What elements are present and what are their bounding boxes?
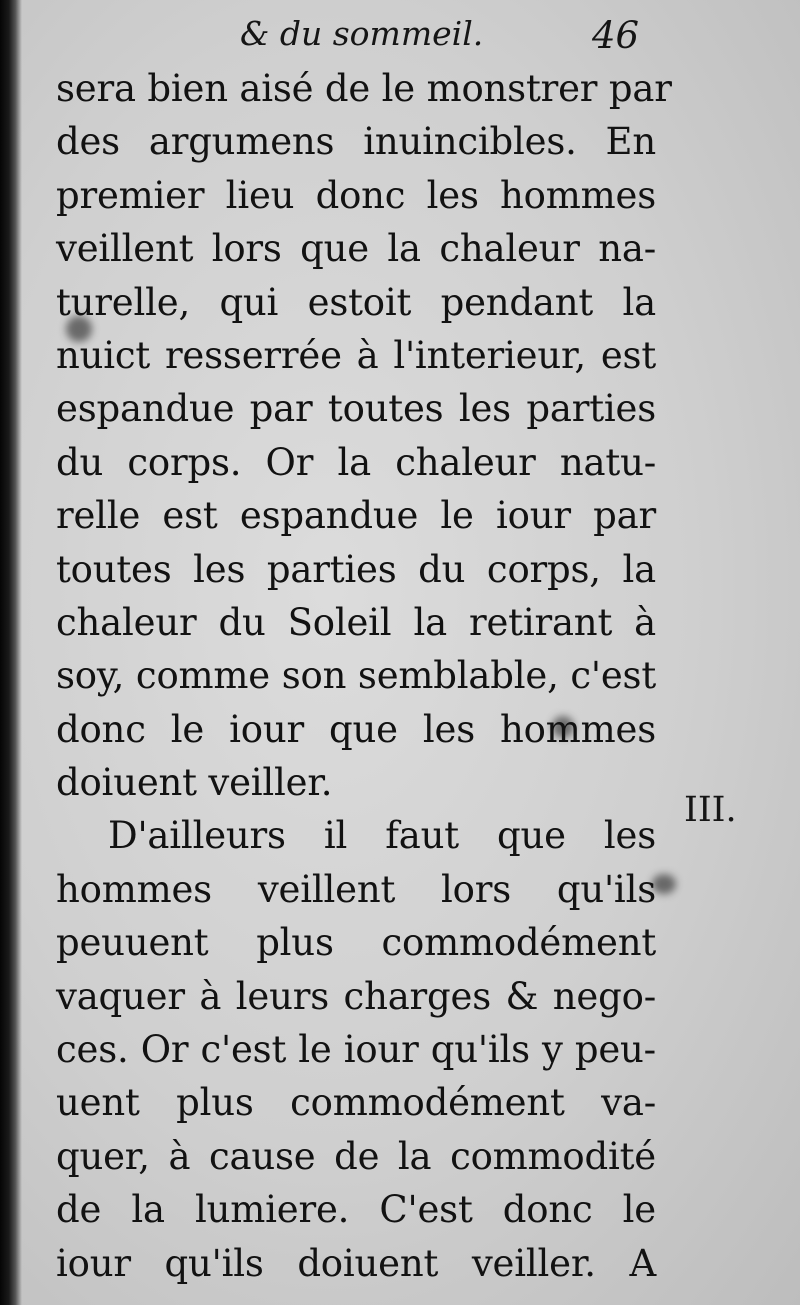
text-line: quer, à cause de la commodité xyxy=(56,1134,656,1178)
binding-shadow xyxy=(0,0,22,1305)
text-line: veillent lors que la chaleur na- xyxy=(56,227,656,271)
text-line: hommes veillent lors qu'ils xyxy=(56,867,656,911)
margin-note: III. xyxy=(684,790,737,830)
running-title: & du sommeil. xyxy=(240,14,484,53)
text-line: premier lieu donc les hommes xyxy=(56,173,656,217)
text-line: vaquer à leurs charges & nego- xyxy=(56,974,656,1018)
text-line: de la lumiere. C'est donc le xyxy=(56,1188,656,1232)
text-line: iour qu'ils doiuent veiller. A xyxy=(56,1241,656,1285)
text-line: ces. Or c'est le iour qu'ils y peu- xyxy=(56,1028,656,1072)
text-line: turelle, qui estoit pendant la xyxy=(56,280,656,324)
text-line: espandue par toutes les parties xyxy=(56,387,656,431)
text-line: doiuent veiller. xyxy=(56,761,333,805)
paragraph-start-line: D'ailleurs il faut que les xyxy=(108,814,656,858)
text-line: toutes les parties du corps, la xyxy=(56,547,656,591)
text-line: des argumens inuincibles. En xyxy=(56,120,656,164)
page-number: 46 xyxy=(592,14,640,57)
text-line: uent plus commodément va- xyxy=(56,1081,656,1125)
text-line: relle est espandue le iour par xyxy=(56,494,656,538)
text-line: sera bien aisé de le monstrer par xyxy=(56,67,672,110)
body-text xyxy=(56,62,672,1290)
text-line: donc le iour que les hommes xyxy=(56,707,656,751)
text-line: soy, comme son semblable, c'est xyxy=(56,654,656,698)
text-line: du corps. Or la chaleur natu- xyxy=(56,440,656,484)
text-line: peuuent plus commodément xyxy=(56,921,656,965)
text-line: nuict resserrée à l'interieur, est xyxy=(56,333,656,377)
text-line: chaleur du Soleil la retirant à xyxy=(56,600,656,644)
